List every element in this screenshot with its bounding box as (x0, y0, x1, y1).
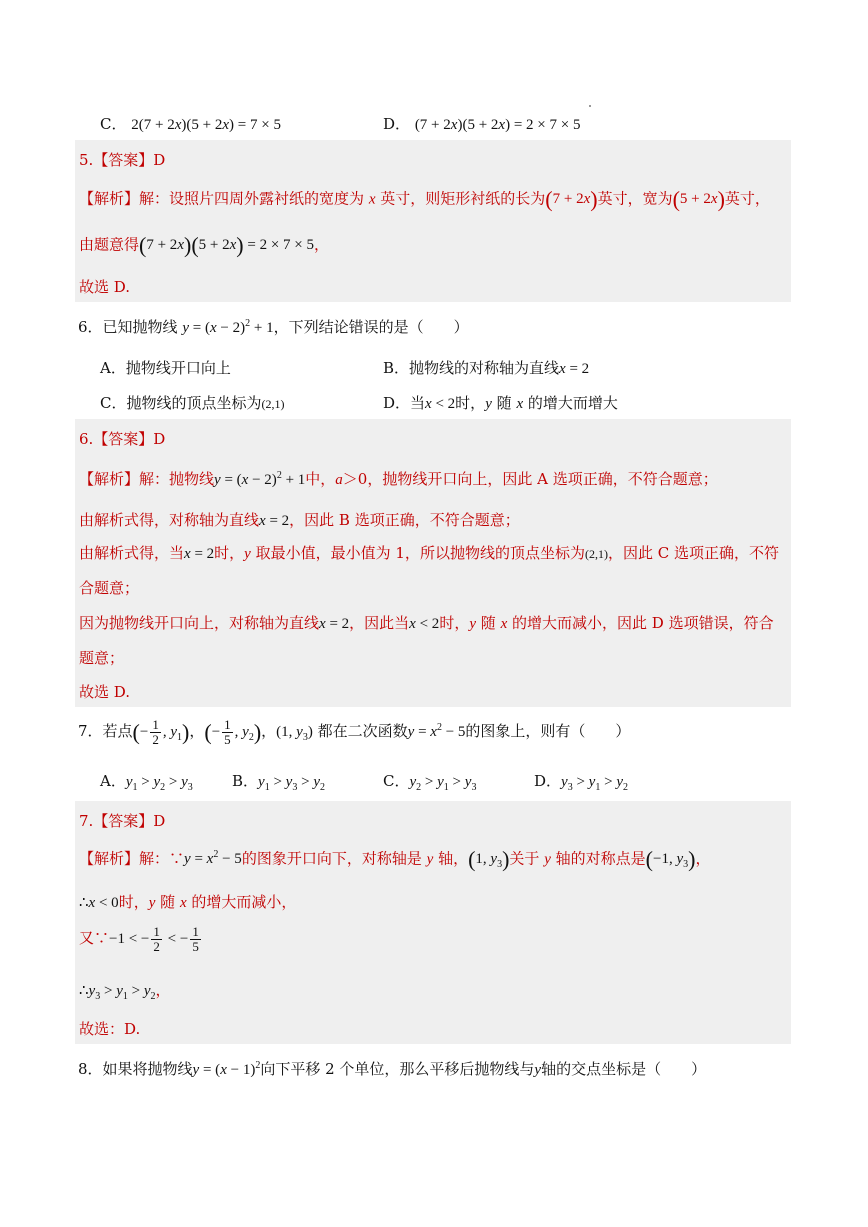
answer-7-analysis-line-3: 又∵−1 < − $\frac{1}{2}$ < − $\frac{1}{5}$ (79, 924, 199, 954)
answer-5-analysis-line-1: 【解析】解：设照片四周外露衬纸的宽度为 x 英寸，则矩形衬纸的长为(7 + 2x)英寸，宽为(5 + 2x)英寸， (79, 187, 770, 212)
q4-option-c (100, 113, 281, 134)
question-8-stem: 8．如果将抛物线$y = (x - 1)^2$向下平移 2 个单位，那么平移后抛物线与y轴的交点坐标是（ ） (78, 1060, 707, 1078)
scan-speck (589, 105, 591, 107)
answer-7-analysis-line-2: ∴x < 0时，y 随 x 的增大而减小， (79, 893, 297, 911)
q4-option-d (383, 113, 580, 134)
q7-option-b: B．$y_1 > y_3 > y_2$ (232, 772, 325, 793)
answer-6-conclusion: 故选 D. (79, 683, 131, 701)
answer-6-analysis-line-4: 合题意； (79, 579, 140, 597)
q6-option-c: C．抛物线的顶点坐标为(2,1) (100, 394, 285, 412)
answer-6-label: 6.【答案】D (79, 430, 166, 448)
q7-option-c: C．$y_2 > y_1 > y_3$ (383, 772, 477, 793)
answer-6-analysis-line-2: 由解析式得，对称轴为直线x = 2，因此 B 选项正确，不符合题意； (79, 511, 520, 529)
answer-5-box (75, 140, 791, 302)
q6-option-b: B．抛物线的对称轴为直线x = 2 (383, 359, 590, 377)
answer-7-analysis-line-4: $\therefore y_3 > y_1 > y_2$， (79, 981, 171, 1002)
question-7-stem: 7．若点(− $\frac{1}{2}$ , $y_1$)，(− $\frac{1}{5}$ , $y_2$)，(1, $y_3$) 都在二次函数$y = x^2 - 5$的图象上，则有（ ） (78, 717, 631, 747)
q4-option-c-expr: 2(7 + 2x)(5 + 2x) = 7 × 5 (131, 117, 281, 133)
answer-5-conclusion: 故选 D. (79, 278, 131, 296)
q4-option-d-expr: (7 + 2x)(5 + 2x) = 2 × 7 × 5 (414, 117, 581, 133)
q7-option-a: A．$y_1 > y_2 > y_3$ (100, 772, 193, 793)
answer-7-conclusion: 故选：D. (79, 1020, 141, 1038)
answer-6-box (75, 419, 791, 707)
q4-option-c-label: C． (100, 115, 127, 133)
answer-6-analysis-line-1: 【解析】解：抛物线$y = (x - 2)^2 + 1$中，a＞0，抛物线开口向上，因此 A 选项正确，不符合题意； (79, 470, 718, 488)
question-6-stem: 6．已知抛物线 $y = (x - 2)^2 + 1$，下列结论错误的是（ ） (78, 318, 469, 336)
q7-option-d: D．$y_3 > y_1 > y_2$ (534, 772, 628, 793)
answer-5-label: 5.【答案】D (79, 151, 166, 169)
q6-option-d: D．当x < 2时，y 随 x 的增大而增大 (383, 394, 618, 412)
answer-6-analysis-line-3: 由解析式得，当x = 2时，y 取最小值，最小值为 1，所以抛物线的顶点坐标为(2,1)，因此 C 选项正确，不符 (79, 544, 779, 562)
answer-7-box (75, 801, 791, 1044)
answer-7-analysis-line-1: 【解析】解：∵y = $x^2 - 5$的图象开口向下，对称轴是 y 轴，(1, $y_3$)关于 y 轴的对称点是(−1, $y_3$)， (79, 847, 711, 872)
answer-5-analysis-line-2: 由题意得(7 + 2x)(5 + 2x) = 2 × 7 × 5， (79, 233, 330, 258)
q6-option-a: A．抛物线开口向上 (100, 359, 231, 377)
answer-6-analysis-line-5: 因为抛物线开口向上，对称轴为直线x = 2，因此当x < 2时，y 随 x 的增大而减小，因此 D 选项错误，符合 (79, 614, 774, 632)
answer-7-label: 7.【答案】D (79, 812, 166, 830)
answer-6-analysis-line-6: 题意； (79, 649, 125, 667)
q4-option-d-label: D． (383, 115, 411, 133)
